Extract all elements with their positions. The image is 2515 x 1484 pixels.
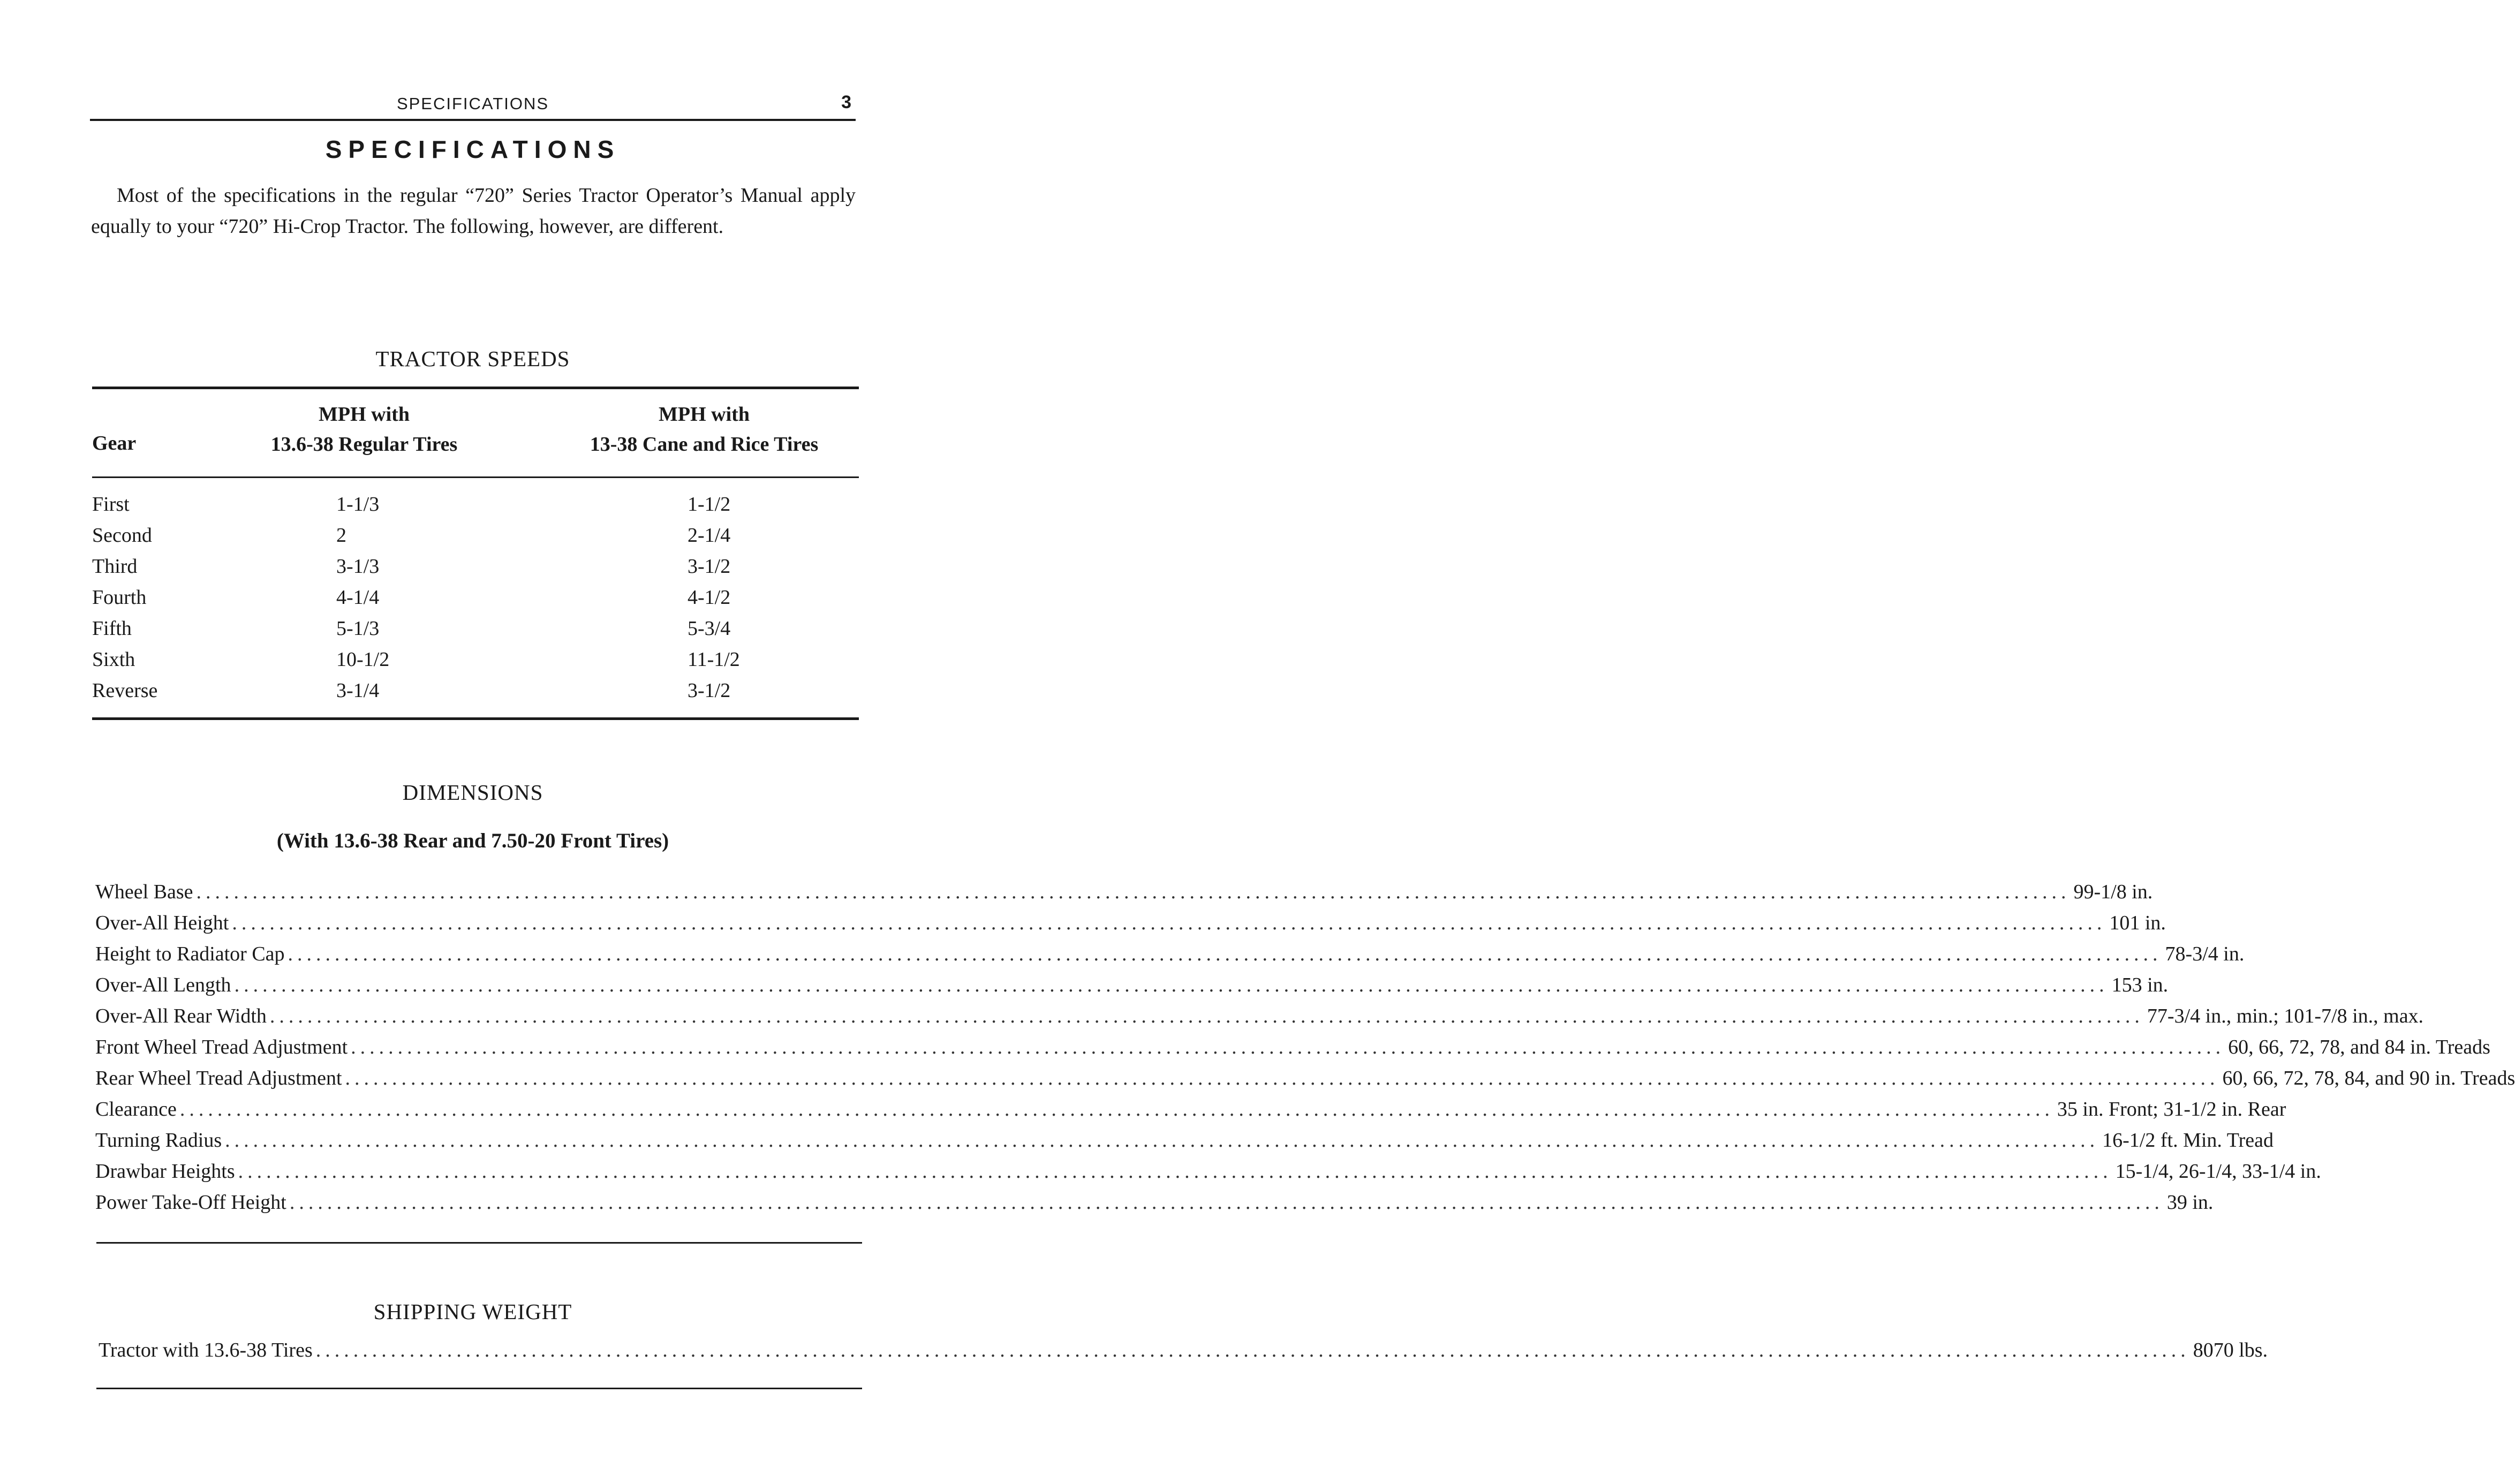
regular-mph-cell: 1-1/3 (336, 493, 380, 516)
dimension-value: 78-3/4 in. (2165, 943, 2245, 965)
table-row (0, 586, 972, 617)
dot-leader: ........................................................................................................................................................................................................ (345, 1067, 2219, 1089)
dot-leader: ........................................................................................................................................................................................................ (196, 881, 2071, 903)
gear-cell: Reverse (92, 679, 158, 702)
dimension-label: Rear Wheel Tread Adjustment (95, 1067, 342, 1089)
col-header-cane-line2: 13-38 Cane and Rice Tires (590, 433, 819, 456)
col-header-cane-line1: MPH with (659, 403, 750, 426)
page-title: SPECIFICATIONS (325, 135, 621, 163)
table-row (0, 679, 972, 710)
dot-leader: ........................................................................................................................................................................................................ (288, 943, 2162, 965)
col-header-regular-line1: MPH with (319, 403, 410, 426)
cane-mph-cell: 5-3/4 (688, 617, 731, 640)
cane-mph-cell: 3-1/2 (688, 555, 731, 578)
col-header-gear: Gear (92, 432, 137, 455)
gear-cell: Third (92, 555, 138, 578)
dimension-label: Front Wheel Tread Adjustment (95, 1036, 348, 1058)
list-item (95, 942, 2245, 973)
dimension-value: 60, 66, 72, 78, 84, and 90 in. Treads (2222, 1067, 2515, 1089)
dot-leader: ........................................................................................................................................................................................................ (225, 1129, 2099, 1152)
regular-mph-cell: 10-1/2 (336, 648, 390, 671)
regular-mph-cell: 3-1/4 (336, 679, 380, 702)
dot-leader: ........................................................................................................................................................................................................ (238, 1160, 2112, 1183)
gear-cell: Fourth (92, 586, 147, 609)
dimension-label: Power Take-Off Height (95, 1191, 286, 1214)
col-header-cane (546, 399, 862, 459)
dot-leader: ........................................................................................................................................................................................................ (289, 1191, 2164, 1214)
table-row (0, 555, 972, 586)
regular-mph-cell: 2 (336, 524, 346, 547)
dot-leader: ........................................................................................................................................................................................................ (351, 1036, 2225, 1058)
dot-leader: ........................................................................................................................................................................................................ (234, 974, 2109, 996)
dimension-label: Clearance (95, 1098, 177, 1120)
col-header-regular-line2: 13.6-38 Regular Tires (270, 433, 458, 456)
speeds-heading: TRACTOR SPEEDS (375, 346, 570, 371)
page-number: 3 (841, 92, 851, 112)
dot-leader: ........................................................................................................................................................................................................ (232, 912, 2106, 934)
dot-leader: ........................................................................................................................................................................................................ (179, 1098, 2054, 1120)
dimension-label: Wheel Base (95, 881, 193, 903)
shipping-heading: SHIPPING WEIGHT (373, 1299, 572, 1324)
dimensions-heading: DIMENSIONS (402, 780, 543, 805)
cane-mph-cell: 2-1/4 (688, 524, 731, 547)
regular-mph-cell: 3-1/3 (336, 555, 380, 578)
dimension-value: 77-3/4 in., min.; 101-7/8 in., max. (2147, 1005, 2424, 1027)
list-item (95, 1160, 2321, 1191)
list-item (95, 911, 2166, 942)
regular-mph-cell: 4-1/4 (336, 586, 380, 609)
dimension-value: 35 in. Front; 31-1/2 in. Rear (2057, 1098, 2286, 1120)
regular-mph-cell: 5-1/3 (336, 617, 380, 640)
gear-cell: Sixth (92, 648, 135, 671)
dimension-label: Drawbar Heights (95, 1160, 235, 1183)
dimension-label: Height to Radiator Cap (95, 943, 285, 965)
dimensions-subheading: (With 13.6-38 Rear and 7.50-20 Front Tires) (276, 829, 669, 852)
cane-mph-cell: 1-1/2 (688, 493, 731, 516)
dimensions-bottom-rule (96, 1242, 862, 1244)
shipping-bottom-rule (96, 1388, 862, 1389)
dimension-value: 153 in. (2111, 974, 2169, 996)
dot-leader: ........................................................................................................................................................................................................ (315, 1339, 2190, 1361)
cane-mph-cell: 3-1/2 (688, 679, 731, 702)
list-item (95, 1097, 2286, 1129)
intro-paragraph: Most of the specifications in the regular “720” Series Tractor Operator’s Manual apply equally to your “720” Hi-Crop Tractor. The following, however, are different. (91, 184, 856, 238)
shipping-label: Tractor with 13.6-38 Tires (99, 1339, 313, 1361)
table-row (0, 493, 972, 524)
dimension-label: Turning Radius (95, 1129, 222, 1152)
list-item (95, 1004, 2424, 1035)
shipping-value: 8070 lbs. (2193, 1339, 2268, 1361)
table-bottom-rule (92, 717, 859, 720)
list-item (99, 1338, 2268, 1369)
list-item (95, 1066, 2515, 1097)
table-row (0, 524, 972, 555)
dot-leader: ........................................................................................................................................................................................................ (269, 1005, 2144, 1027)
list-item (95, 880, 2153, 911)
running-header-title: SPECIFICATIONS (396, 94, 549, 113)
dimension-label: Over-All Rear Width (95, 1005, 267, 1027)
dimension-value: 39 in. (2166, 1191, 2214, 1214)
list-item (95, 973, 2169, 1004)
list-item (95, 1129, 2274, 1160)
dimension-label: Over-All Length (95, 974, 231, 996)
cane-mph-cell: 4-1/2 (688, 586, 731, 609)
dimension-value: 15-1/4, 26-1/4, 33-1/4 in. (2115, 1160, 2321, 1183)
col-header-regular (230, 399, 498, 459)
dimension-value: 99-1/8 in. (2073, 881, 2153, 903)
table-top-rule (92, 387, 859, 389)
table-row (0, 648, 972, 679)
list-item (95, 1035, 2490, 1066)
table-header-rule (92, 476, 859, 478)
table-row (0, 617, 972, 648)
dimension-label: Over-All Height (95, 912, 229, 934)
running-header (90, 91, 856, 121)
dimension-value: 101 in. (2109, 912, 2166, 934)
dimension-value: 60, 66, 72, 78, and 84 in. Treads (2228, 1036, 2490, 1058)
dimension-value: 16-1/2 ft. Min. Tread (2102, 1129, 2274, 1152)
list-item (95, 1191, 2214, 1222)
cane-mph-cell: 11-1/2 (688, 648, 740, 671)
gear-cell: Fifth (92, 617, 132, 640)
gear-cell: Second (92, 524, 152, 547)
gear-cell: First (92, 493, 130, 516)
